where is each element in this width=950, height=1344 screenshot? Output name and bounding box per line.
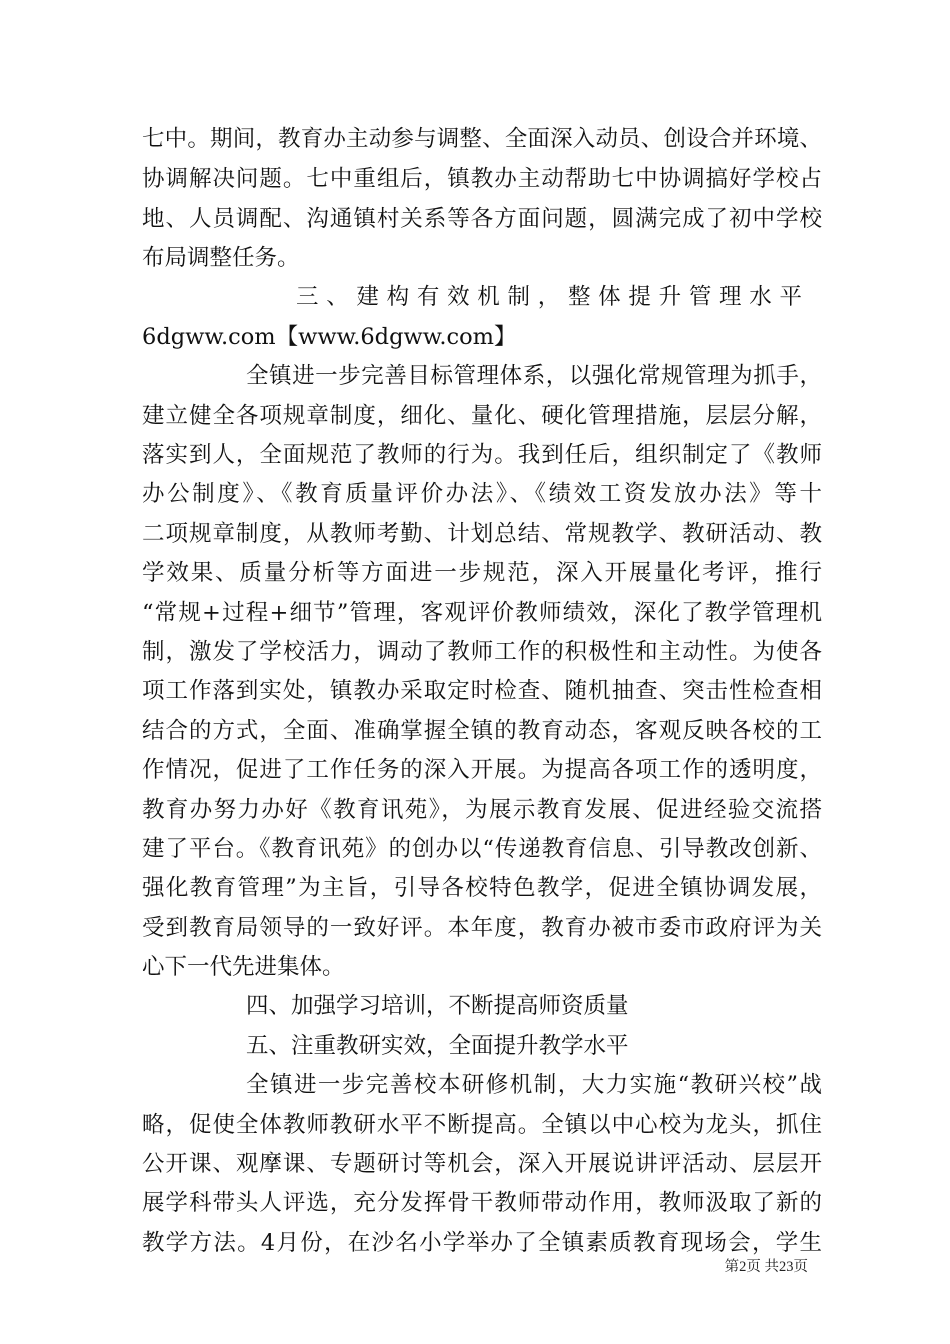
footer-page-number: 2 bbox=[739, 1259, 747, 1275]
footer-prefix: 第 bbox=[724, 1259, 740, 1275]
section-heading-3: 三 、 建 构 有 效 机 制 ， 整 体 提 升 管 理 水 平 bbox=[296, 284, 802, 310]
body-line: 作情况，促进了工作任务的深入开展。为提高各项工作的透明度， bbox=[142, 757, 822, 783]
body-line: 展学科带头人评选，充分发挥骨干教师带动作用，教师汲取了新的 bbox=[142, 1190, 822, 1216]
body-line: 受到教育局领导的一致好评。本年度，教育办被市委市政府评为关 bbox=[142, 915, 822, 941]
section-heading-5: 五、注重教研实效，全面提升教学水平 bbox=[246, 1033, 629, 1059]
body-line: 公开课、观摩课、专题研讨等机会，深入开展说讲评活动、层层开 bbox=[142, 1151, 822, 1177]
body-line: 教学方法。4月份，在沙名小学举办了全镇素质教育现场会，学生 bbox=[142, 1230, 822, 1256]
paragraph-start: 全镇进一步完善目标管理体系，以强化常规管理为抓手， bbox=[246, 363, 822, 389]
footer-middle: 页 共 bbox=[746, 1259, 779, 1275]
body-line: 略，促使全体教师教研水平不断提高。全镇以中心校为龙头，抓住 bbox=[142, 1112, 822, 1138]
body-line: 协调解决问题。七中重组后，镇教办主动帮助七中协调搞好学校占 bbox=[142, 166, 822, 192]
body-line: 七中。期间，教育办主动参与调整、全面深入动员、创设合并环境、 bbox=[142, 126, 822, 152]
website-link: 6dgww.com【www.6dgww.com】 bbox=[142, 324, 517, 350]
body-line: 二项规章制度，从教师考勤、计划总结、常规教学、教研活动、教 bbox=[142, 521, 822, 547]
body-line: 建了平台。《教育讯苑》的创办以“传递教育信息、引导教改创新、 bbox=[142, 836, 822, 862]
body-line: 项工作落到实处，镇教办采取定时检查、随机抽查、突击性检查相 bbox=[142, 678, 822, 704]
page-footer bbox=[0, 1258, 808, 1276]
body-line: 教育办努力办好《教育讯苑》，为展示教育发展、促进经验交流搭 bbox=[142, 797, 822, 823]
body-line: 地、人员调配、沟通镇村关系等各方面问题，圆满完成了初中学校 bbox=[142, 206, 822, 232]
body-line: 强化教育管理”为主旨，引导各校特色教学，促进全镇协调发展， bbox=[142, 875, 822, 901]
body-line: 落实到人，全面规范了教师的行为。我到任后，组织制定了《教师 bbox=[142, 442, 822, 468]
body-line: 制，激发了学校活力，调动了教师工作的积极性和主动性。为使各 bbox=[142, 639, 822, 665]
body-line: “常规+过程+细节”管理，客观评价教师绩效，深化了教学管理机 bbox=[142, 600, 822, 626]
footer-total-pages: 23 bbox=[779, 1259, 794, 1275]
paragraph-start: 全镇进一步完善校本研修机制，大力实施“教研兴校”战 bbox=[246, 1072, 822, 1098]
body-line: 布局调整任务。 bbox=[142, 245, 300, 271]
footer-suffix: 页 bbox=[793, 1259, 808, 1275]
body-line: 学效果、质量分析等方面进一步规范，深入开展量化考评，推行 bbox=[142, 560, 822, 586]
body-line: 建立健全各项规章制度，细化、量化、硬化管理措施，层层分解， bbox=[142, 403, 822, 429]
body-line: 办公制度》、《教育质量评价办法》、《绩效工资发放办法》等十 bbox=[142, 481, 822, 507]
section-heading-4: 四、加强学习培训，不断提高师资质量 bbox=[246, 993, 629, 1019]
body-line: 结合的方式，全面、准确掌握全镇的教育动态，客观反映各校的工 bbox=[142, 718, 822, 744]
body-line: 心下一代先进集体。 bbox=[142, 954, 345, 980]
